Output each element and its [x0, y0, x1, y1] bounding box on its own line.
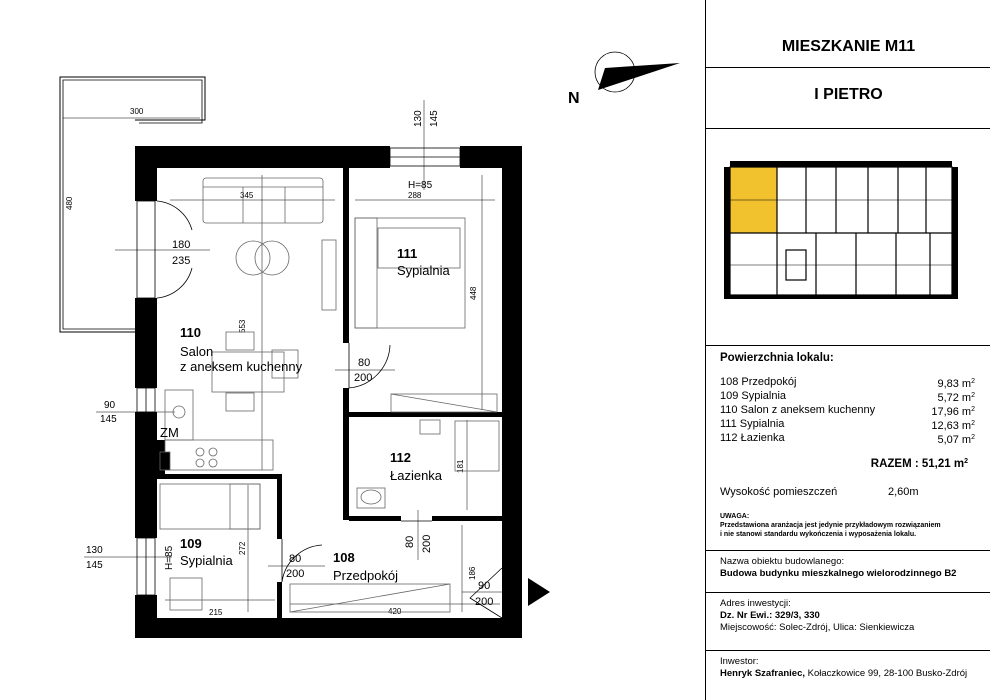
dim-door-200d: 200: [475, 596, 494, 608]
divider: [706, 650, 990, 651]
dimension-lines: [165, 175, 500, 612]
dim-186: 186: [468, 566, 477, 580]
area-section-title: Powierzchnia lokalu:: [720, 352, 834, 364]
area-row: 108 Przedpokój 9,83 $m^2$: [720, 376, 975, 390]
svg-text:Sypialnia: Sypialnia: [397, 263, 450, 278]
dim-door-200b: 200: [286, 568, 305, 580]
svg-text:111: 111: [397, 246, 418, 261]
dim-door-80a: 80: [358, 357, 371, 369]
entrance-arrow-icon: [528, 578, 550, 606]
room-height: Wysokość pomieszczeń 2,60m: [720, 486, 919, 498]
divider: [706, 67, 990, 68]
info-panel: [705, 0, 990, 700]
dim-448: 448: [469, 286, 478, 300]
dim-door-180: 180: [172, 239, 191, 251]
room-108-label: [333, 550, 398, 583]
svg-text:109: 109: [180, 536, 202, 551]
dim-door-80c: 80: [404, 535, 416, 548]
dim-door-80b: 80: [289, 553, 302, 565]
dim-win-145c: 145: [86, 560, 103, 571]
svg-text:Przedpokój: Przedpokój: [333, 568, 399, 583]
room-112-label: [390, 450, 443, 483]
svg-text:110: 110: [180, 325, 201, 340]
north-label: N: [568, 90, 580, 107]
dim-win-130b: 130: [86, 545, 103, 556]
svg-text:Salon: Salon: [180, 344, 214, 359]
dim-345: 345: [240, 191, 254, 200]
dim-420: 420: [388, 607, 402, 616]
room-111-label: [397, 246, 451, 278]
building-key-plan: [716, 155, 986, 305]
dim-win-145b: 145: [100, 414, 117, 425]
zm-label: ZM: [160, 425, 179, 440]
dim-553: 553: [238, 319, 247, 333]
total-area: RAZEM : 51,21 $m^2$: [870, 458, 968, 470]
h85-label-b: H=85: [164, 545, 175, 570]
dim-272: 272: [238, 541, 247, 555]
dim-215: 215: [209, 608, 223, 617]
divider: [706, 592, 990, 593]
room-109-label: [180, 536, 234, 568]
dim-win-90: 90: [104, 400, 116, 411]
area-row: 111 Sypialnia 12,63 $m^2$: [720, 418, 975, 432]
furniture: [160, 178, 499, 612]
svg-text:112: 112: [390, 450, 411, 465]
dim-181: 181: [456, 459, 465, 473]
apartment-title: MIESZKANIE M11: [781, 38, 916, 55]
svg-text:Sypialnia: Sypialnia: [180, 553, 233, 568]
area-row: 110 Salon z aneksem kuchenny 17,96 $m^2$: [720, 404, 975, 418]
dim-door-235: 235: [172, 255, 191, 267]
dim-door-200a: 200: [354, 372, 373, 384]
dim-win-130: 130: [413, 110, 424, 127]
area-list: [720, 375, 975, 445]
area-row: 109 Sypialnia 5,72 $m^2$: [720, 390, 975, 404]
svg-text:108: 108: [333, 550, 355, 565]
divider: [706, 345, 990, 346]
svg-text:Łazienka: Łazienka: [390, 468, 443, 483]
dim-288: 288: [408, 191, 422, 200]
dim-door-200c: 200: [421, 534, 433, 553]
divider: [706, 550, 990, 551]
h85-label-a: H=85: [408, 180, 433, 191]
divider: [706, 128, 990, 129]
object-block: Nazwa obiektu budowlanego: Budowa budynku mieszkalnego wielorodzinnego B2: [720, 556, 957, 579]
compass-icon: [568, 52, 680, 107]
note: UWAGA: Przedstawiona aranżacja jest jedynie przykładowym rozwiązaniem i nie stanowi standardu wykończenia i wyposażenia lokalu.: [720, 513, 941, 538]
address-block: Adres inwestycji: Dz. Nr Ewi.: 329/3, 330 Miejscowość: Solec-Zdrój, Ulica: Sienkiewicza: [720, 598, 915, 633]
dim-win-145: 145: [429, 110, 440, 127]
dim-door-90: 90: [478, 580, 491, 592]
investor-block: Inwestor: Henryk Szafraniec, Kołaczkowice 99, 28-100 Busko-Zdrój: [720, 656, 968, 679]
area-row: 112 Łazienka 5,07 $m^2$: [720, 432, 975, 446]
dim-300: 300: [130, 107, 144, 116]
svg-text:z aneksem kuchenny: z aneksem kuchenny: [180, 359, 303, 374]
floor-title: I PIETRO: [814, 86, 883, 103]
dim-480: 480: [65, 196, 74, 210]
